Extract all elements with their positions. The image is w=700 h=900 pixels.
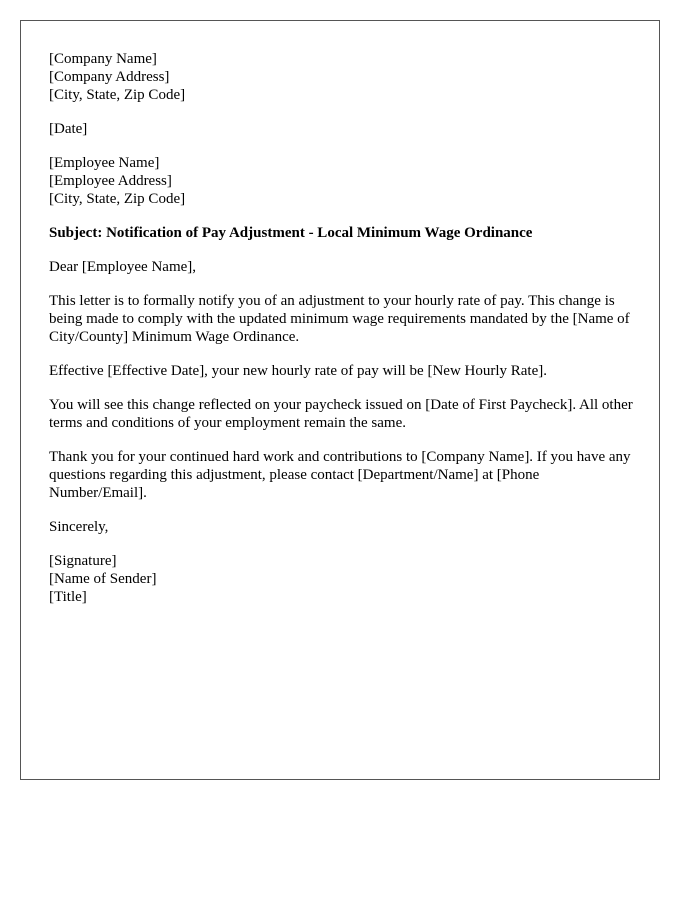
- subject-line: Subject: Notification of Pay Adjustment - Local Minimum Wage Ordinance: [49, 225, 533, 241]
- sender-title: [Title]: [49, 589, 87, 605]
- letter-content: [49, 50, 639, 622]
- salutation-block: [49, 258, 639, 276]
- recipient-city-state-zip: [City, State, Zip Code]: [49, 191, 186, 207]
- name-of-sender: [Name of Sender]: [49, 571, 157, 587]
- recipient-employee-address: [Employee Address]: [49, 173, 172, 189]
- letter-date: [Date]: [49, 121, 88, 137]
- recipient-block: [49, 154, 639, 208]
- sender-company-address: [Company Address]: [49, 69, 170, 85]
- sender-block: [49, 50, 639, 104]
- salutation: Dear [Employee Name],: [49, 259, 197, 275]
- subject-block: [49, 224, 639, 242]
- body-paragraph-paycheck: You will see this change reflected on your paycheck issued on [Date of First Paycheck]. All other terms and conditions of your employment remain the same.: [49, 397, 633, 431]
- sender-company-name: [Company Name]: [49, 51, 157, 67]
- date-block: [49, 120, 639, 138]
- sender-city-state-zip: [City, State, Zip Code]: [49, 87, 186, 103]
- closing-block: [49, 518, 639, 536]
- body-paragraph-effective-date: Effective [Effective Date], your new hourly rate of pay will be [New Hourly Rate].: [49, 363, 548, 379]
- recipient-employee-name: [Employee Name]: [49, 155, 160, 171]
- signature: [Signature]: [49, 553, 117, 569]
- signature-block: [49, 552, 639, 606]
- body-paragraph-notification: This letter is to formally notify you of an adjustment to your hourly rate of pay. This change is being made to comply with the updated minimum wage requirements mandated by the [Name of City/County] Minimum Wage Ordinance.: [49, 293, 630, 345]
- closing: Sincerely,: [49, 519, 109, 535]
- body-paragraph-thanks: Thank you for your continued hard work and contributions to [Company Name]. If you have any questions regarding this adjustment, please contact [Department/Name] at [Phone Number/Email].: [49, 449, 631, 501]
- letter-page: [20, 20, 660, 780]
